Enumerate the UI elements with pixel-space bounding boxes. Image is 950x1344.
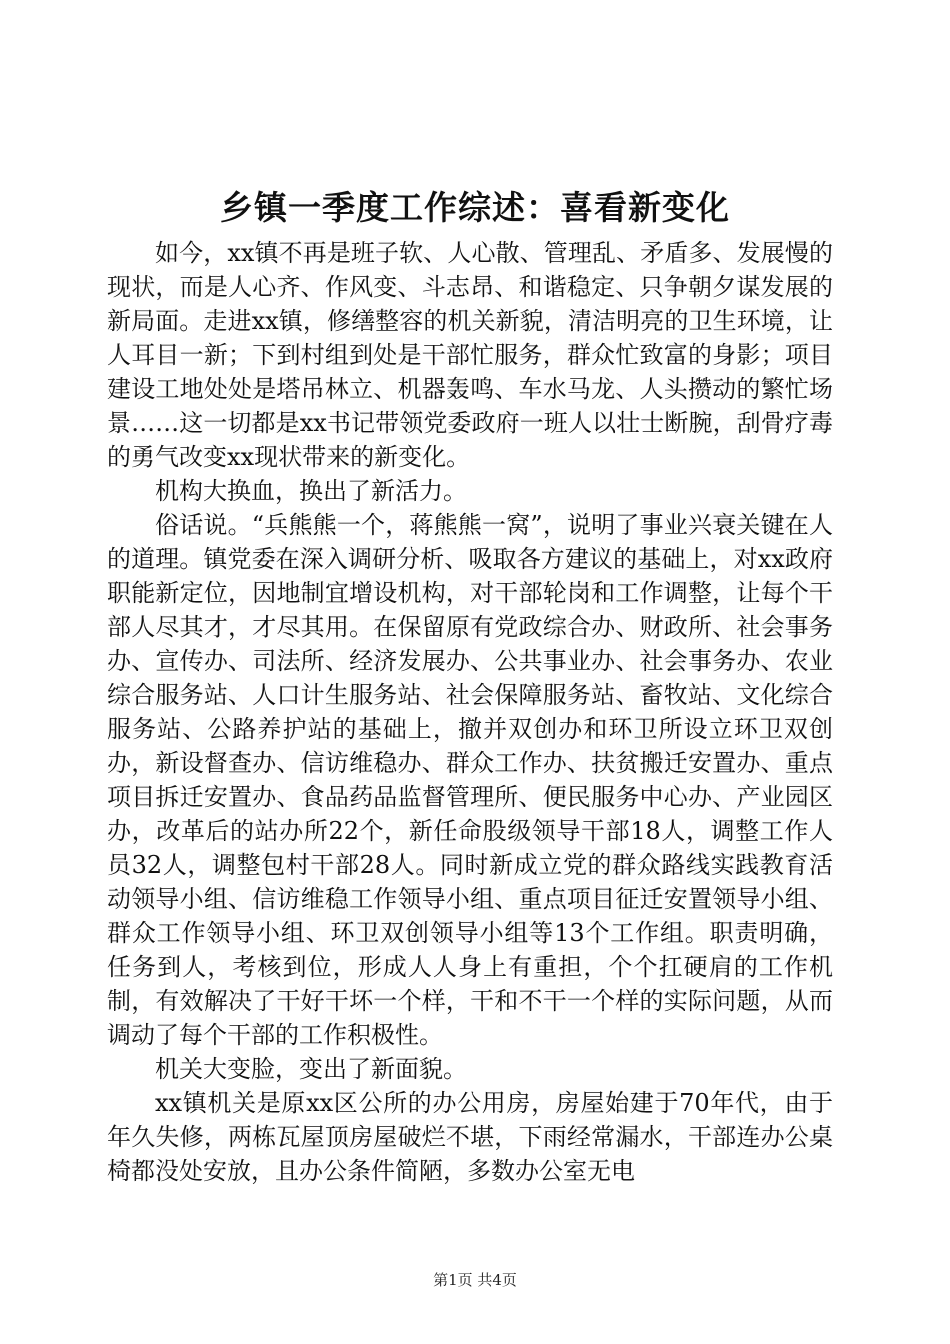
document-body [107, 236, 833, 1188]
section-heading-institutions: 机构大换血，换出了新活力。 [155, 477, 467, 505]
paragraph-intro: 如今，xx镇不再是班子软、人心散、管理乱、矛盾多、发展慢的现状，而是人心齐、作风变、斗志昂、和谐稳定、只争朝夕谋发展的新局面。走进xx镇，修缮整容的机关新貌，清洁明亮的卫生环境，让人耳目一新；下到村组到处是干部忙服务，群众忙致富的身影；项目建设工地处处是塔吊林立、机器轰鸣、车水马龙、人头攒动的繁忙场景……这一切都是xx书记带领党委政府一班人以壮士断腕，刮骨疗毒的勇气改变xx现状带来的新变化。 [107, 239, 833, 471]
paragraph-institutions: 俗话说。“兵熊熊一个，蒋熊熊一窝”，说明了事业兴衰关键在人的道理。镇党委在深入调研分析、吸取各方建议的基础上，对xx政府职能新定位，因地制宜增设机构，对干部轮岗和工作调整，让每个干部人尽其才，才尽其用。在保留原有党政综合办、财政所、社会事务办、宣传办、司法所、经济发展办、公共事业办、社会事务办、农业综合服务站、人口计生服务站、社会保障服务站、畜牧站、文化综合服务站、公路养护站的基础上，撤并双创办和环卫所设立环卫双创办，新设督查办、信访维稳办、群众工作办、扶贫搬迁安置办、重点项目拆迁安置办、食品药品监督管理所、便民服务中心办、产业园区办，改革后的站办所22个，新任命股级领导干部18人，调整工作人员32人，调整包村干部28人。同时新成立党的群众路线实践教育活动领导小组、信访维稳工作领导小组、重点项目征迁安置领导小组、群众工作领导小组、环卫双创领导小组等13个工作组。职责明确，任务到人，考核到位，形成人人身上有重担，个个扛硬肩的工作机制，有效解决了干好干坏一个样，干和不干一个样的实际问题，从而调动了每个干部的工作积极性。 [107, 511, 833, 1049]
paragraph-office: xx镇机关是原xx区公所的办公用房，房屋始建于70年代，由于年久失修，两栋瓦屋顶房屋破烂不堪，下雨经常漏水，干部连办公桌椅都没处安放，且办公条件简陋，多数办公室无电 [107, 1089, 833, 1185]
page-number-footer: 第1页 共4页 [433, 1271, 517, 1289]
document-title: 乡镇一季度工作综述：喜看新变化 [220, 188, 730, 227]
section-heading-office: 机关大变脸，变出了新面貌。 [155, 1055, 467, 1083]
